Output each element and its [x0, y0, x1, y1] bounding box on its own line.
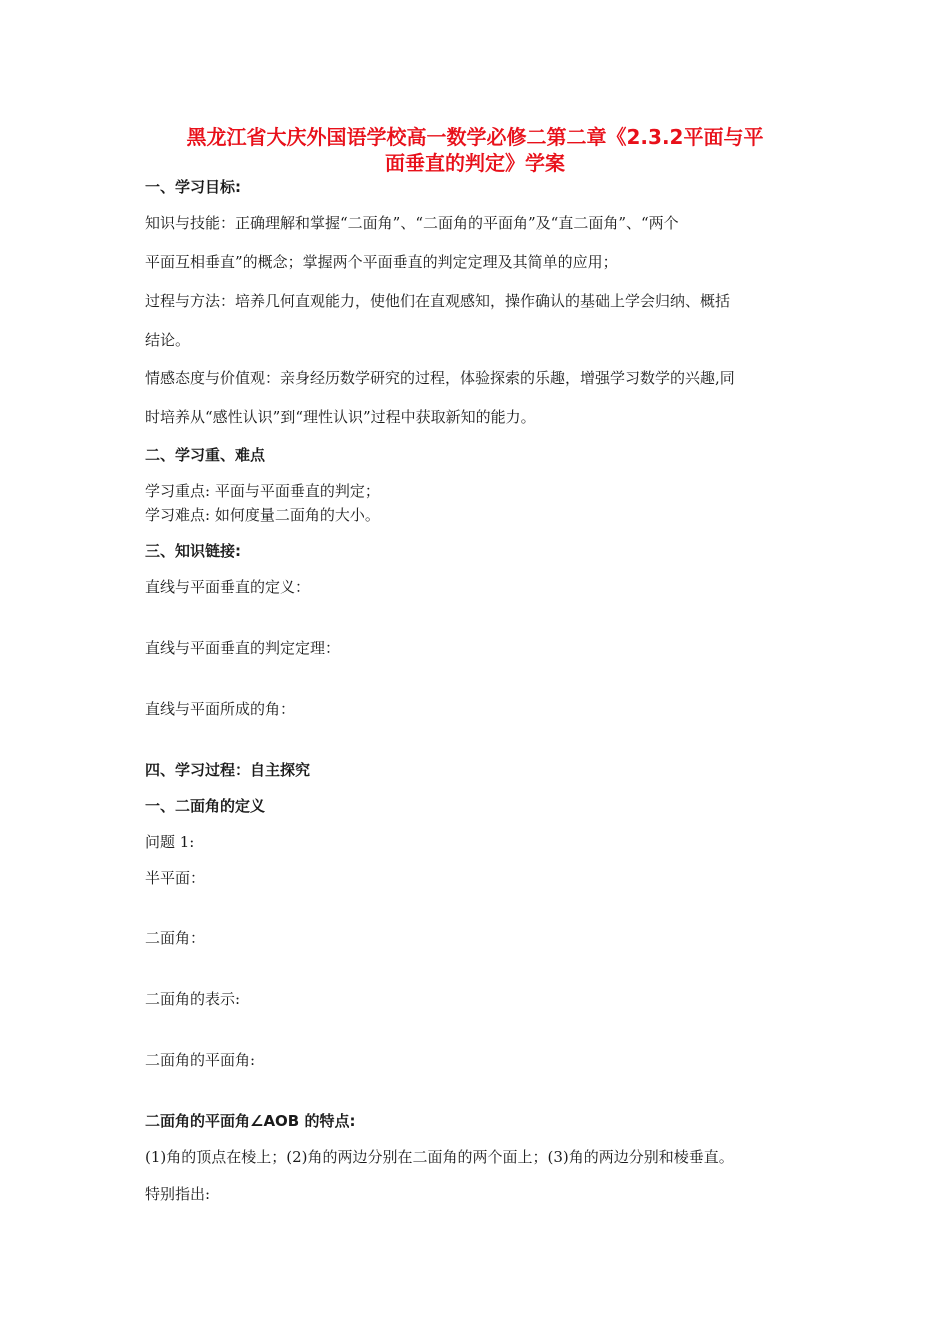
- section-1-heading: 一、学习目标:: [145, 178, 241, 196]
- objective-attitude-line-2: 时培养从“感性认识”到“理性认识”过程中获取新知的能力。: [145, 408, 536, 426]
- subsection-dihedral-definition: 一、二面角的定义: [145, 797, 266, 815]
- objective-process-line-2: 结论。: [145, 331, 191, 349]
- link-definition: 直线与平面垂直的定义：: [145, 578, 311, 596]
- section-2-heading: 二、学习重、难点: [145, 446, 266, 464]
- question-1: 问题 1:: [145, 833, 195, 851]
- features-text: (1)角的顶点在棱上；(2)角的两边分别在二面角的两个面上；(3)角的两边分别和棱垂直。: [145, 1148, 734, 1166]
- difficult-point: 学习难点: 如何度量二面角的大小。: [145, 506, 380, 524]
- half-plane-label: 半平面：: [145, 869, 206, 887]
- link-theorem: 直线与平面垂直的判定定理：: [145, 639, 341, 657]
- section-3-heading: 三、知识链接:: [145, 542, 241, 560]
- dihedral-plane-angle-label: 二面角的平面角:: [145, 1051, 256, 1069]
- dihedral-notation-label: 二面角的表示:: [145, 990, 241, 1008]
- key-point: 学习重点: 平面与平面垂直的判定；: [145, 482, 380, 500]
- objective-process-line-1: 过程与方法：培养几何直观能力，使他们在直观感知，操作确认的基础上学会归纳、概括: [145, 292, 731, 310]
- dihedral-label: 二面角：: [145, 929, 206, 947]
- section-4-heading: 四、学习过程：自主探究: [145, 761, 311, 779]
- objective-knowledge-line-1: 知识与技能：正确理解和掌握“二面角”、“二面角的平面角”及“直二面角”、“两个: [145, 214, 679, 232]
- document-title-line-2: 面垂直的判定》学案: [385, 151, 565, 175]
- document-title-line-1: 黑龙江省大庆外国语学校高一数学必修二第二章《2.3.2平面与平: [186, 125, 764, 149]
- objective-attitude-line-1: 情感态度与价值观：亲身经历数学研究的过程，体验探索的乐趣，增强学习数学的兴趣,同: [145, 369, 735, 387]
- link-angle: 直线与平面所成的角：: [145, 700, 296, 718]
- features-heading: 二面角的平面角∠AOB 的特点:: [145, 1112, 356, 1130]
- objective-knowledge-line-2: 平面互相垂直”的概念；掌握两个平面垂直的判定定理及其简单的应用；: [145, 253, 618, 271]
- special-note-label: 特别指出:: [145, 1185, 211, 1203]
